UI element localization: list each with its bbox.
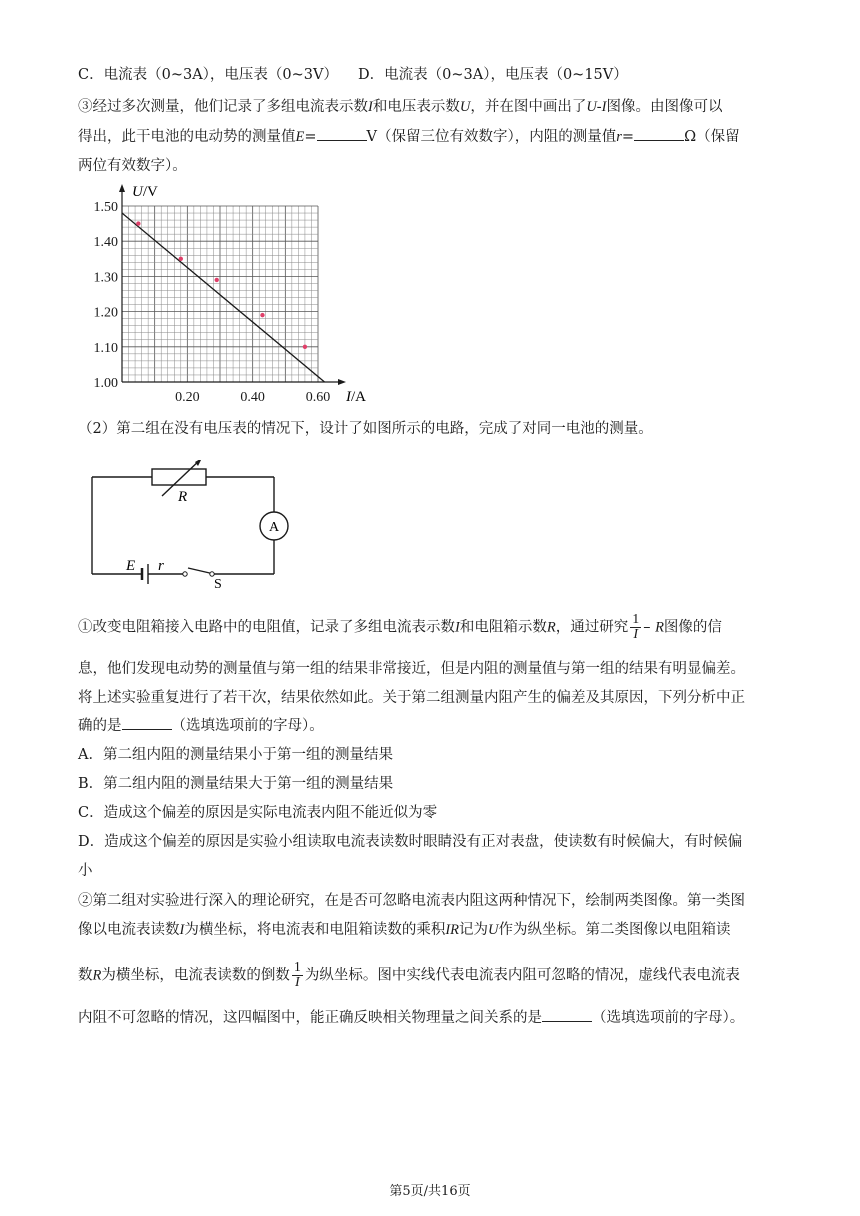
answer-blank-q2-2[interactable]: [542, 1007, 592, 1022]
text: 像以电流表读数: [78, 922, 180, 938]
option-c-line: [78, 64, 338, 86]
fraction-denominator: I: [633, 627, 639, 642]
text: 确的是: [78, 718, 122, 734]
text: （2）第二组在没有电压表的情况下，设计了如图所示的电路，完成了对同一电池的测量。: [78, 421, 653, 437]
answer-blank-e[interactable]: [317, 126, 367, 141]
text: ①改变电阻箱接入电路中的电阻值，记录了多组电流表示数: [78, 619, 455, 636]
text: 作为纵坐标。第二类图像以电阻箱读: [498, 922, 731, 938]
text: V（保留三位有效数字），内阻的测量值: [366, 129, 617, 145]
text: 数: [78, 967, 93, 984]
fraction-1-over-i: [630, 613, 641, 642]
text: B．第二组内阻的测量结果大于第一组的测量结果: [78, 776, 394, 792]
q2-1-line2: [78, 658, 745, 680]
var-ir: IR: [445, 922, 460, 938]
answer-blank-q2-1[interactable]: [122, 715, 172, 730]
text: 小: [78, 863, 93, 879]
q2-1-line4: [78, 715, 324, 737]
var-e: E: [295, 129, 305, 145]
var-r: r: [616, 129, 622, 145]
var-r: R: [546, 619, 556, 636]
fraction-numerator: 1: [293, 960, 301, 975]
battery-r-label: r: [158, 558, 164, 574]
text: 和电阻箱示数: [459, 619, 547, 636]
x-axis-arrow: [338, 379, 346, 385]
text: 得出，此干电池的电动势的测量值: [78, 129, 296, 145]
text: 将上述实验重复进行了若干次，结果依然如此。关于第二组测量内阻产生的偏差及其原因，下列分析中正: [78, 690, 745, 706]
chart-axes: [119, 184, 346, 385]
data-point: [136, 221, 140, 225]
q2-1-option-c: [78, 802, 437, 824]
switch-label: S: [214, 577, 222, 590]
q2-2-line2: [78, 919, 731, 941]
y-axis-arrow: [119, 184, 125, 192]
data-point: [260, 313, 264, 317]
text: ，通过研究: [555, 619, 629, 636]
x-tick-label: 0.60: [305, 390, 331, 405]
data-point: [303, 345, 307, 349]
text: Ω（保留: [684, 129, 740, 145]
q2-2-line3: [78, 961, 740, 990]
q2-1-line3: [78, 687, 745, 709]
text: 和电压表示数: [372, 99, 460, 115]
ammeter-label: A: [269, 520, 280, 535]
text: 图像。由图像可以: [606, 99, 723, 115]
text: A．第二组内阻的测量结果小于第一组的测量结果: [78, 747, 393, 763]
text: 为横坐标，电流表读数的倒数: [101, 967, 290, 984]
text: 记为: [459, 922, 489, 938]
x-label-var: I: [346, 389, 351, 405]
text: 内阻不可忽略的情况，这四幅图中，能正确反映相关物理量之间关系的是: [78, 1010, 542, 1026]
q2-1-line1: [78, 613, 722, 642]
text: （选填选项前的字母）。: [592, 1010, 745, 1026]
option-d-text: D．电流表（0~3A），电压表（0~15V）: [358, 67, 628, 83]
part2-intro: [78, 418, 653, 440]
q2-1-option-a: [78, 744, 393, 766]
var-i: I: [179, 922, 185, 938]
x-tick-label: 0.20: [175, 390, 200, 405]
y-label-unit: /V: [142, 184, 158, 200]
y-label-var: U: [132, 184, 143, 200]
text: ，并在图中画出了: [470, 99, 587, 115]
chart-ticks: [94, 200, 331, 405]
answer-blank-r[interactable]: [634, 126, 684, 141]
var-ui: U-I: [586, 99, 607, 115]
text: D．造成这个偏差的原因是实验小组读取电流表读数时眼睛没有正对表盘，使读数有时候偏大，有时候偏: [78, 834, 743, 850]
data-points: [136, 221, 307, 349]
y-tick-label: 1.00: [93, 376, 118, 391]
q3-line3: [78, 155, 187, 177]
q2-1-option-d: [78, 831, 742, 853]
q2-1-option-b: [78, 773, 393, 795]
text: 为横坐标，将电流表和电阻箱读数的乘积: [184, 922, 446, 938]
text: 为纵坐标。图中实线代表电流表内阻可忽略的情况，虚线代表电流表: [304, 967, 740, 984]
x-tick-label: 0.40: [240, 390, 265, 405]
y-tick-label: 1.50: [93, 200, 118, 215]
q3-line2: [78, 126, 740, 148]
option-d-line: [358, 64, 628, 86]
ui-chart: [84, 180, 424, 410]
var-r: R: [655, 619, 664, 636]
y-tick-label: 1.30: [93, 270, 118, 286]
text: C．造成这个偏差的原因是实际电流表内阻不能近似为零: [78, 805, 438, 821]
x-axis-label: [345, 389, 366, 405]
var-u: U: [488, 922, 499, 938]
circuit-diagram: [84, 460, 304, 590]
page-footer: 第5页/共16页: [389, 1184, 471, 1199]
y-axis-label: [132, 184, 158, 200]
data-point: [179, 257, 183, 261]
text: ②第二组对实验进行深入的理论研究，在是否可忽略电流表内阻这两种情况下，绘制两类图像。第一类图: [78, 893, 745, 909]
y-tick-label: 1.40: [93, 235, 118, 251]
text: =: [304, 129, 317, 145]
fraction-denominator: I: [295, 975, 300, 990]
y-tick-label: 1.10: [93, 340, 118, 356]
text: 两位有效数字）。: [78, 158, 187, 174]
text: 息，他们发现电动势的测量值与第一组的结果非常接近，但是内阻的测量值与第一组的结果有明显偏差。: [78, 661, 745, 677]
text: ③经过多次测量，他们记录了多组电流表示数: [78, 99, 368, 115]
y-tick-label: 1.20: [93, 305, 118, 321]
var-i: I: [368, 99, 373, 115]
q2-2-line4: [78, 1007, 744, 1029]
x-label-unit: /A: [351, 389, 366, 405]
q3-line1: [78, 96, 722, 118]
battery-e-label: E: [126, 558, 136, 574]
var-u: U: [459, 99, 471, 115]
resistor-label: R: [178, 489, 188, 505]
var-r: R: [92, 967, 102, 984]
text: –: [643, 619, 656, 636]
text: （选填选项前的字母）。: [171, 718, 324, 734]
q2-1-option-d-cont: [78, 860, 93, 882]
resistor-box: [152, 469, 206, 485]
option-c-text: C．电流表（0~3A），电压表（0~3V）: [78, 67, 338, 83]
fraction-1-over-i: [292, 961, 303, 990]
fraction-numerator: 1: [632, 612, 640, 627]
text: 图像的信: [663, 619, 722, 636]
var-i: I: [455, 619, 460, 636]
text: =: [621, 129, 635, 145]
q2-2-line1: [78, 890, 745, 912]
data-point: [215, 278, 219, 282]
